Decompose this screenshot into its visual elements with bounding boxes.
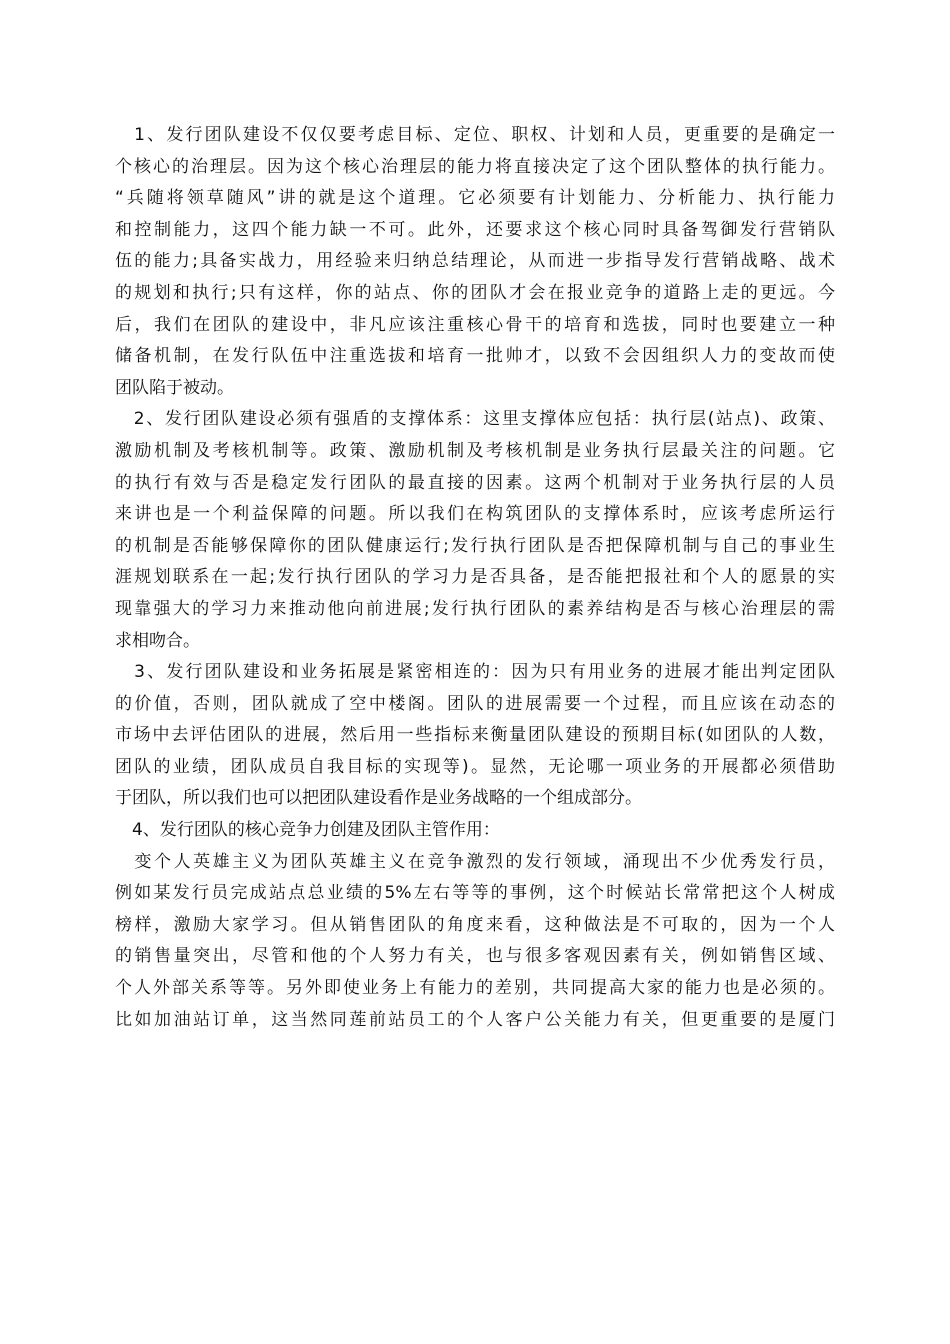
text-line: 2、发行团队建设必须有强盾的支撑体系：这里支撑体应包括：执行层(站点)、政策、 [115, 409, 835, 430]
text-line: 涯规划联系在一起;发行执行团队的学习力是否具备，是否能把报社和个人的愿景的实 [115, 567, 835, 588]
text-line: 3、发行团队建设和业务拓展是紧密相连的：因为只有用业务的进展才能出判定团队 [115, 662, 835, 683]
paragraph [115, 404, 835, 657]
text-line: 变个人英雄主义为团队英雄主义在竞争激烈的发行领域，涌现出不少优秀发行员， [115, 851, 835, 872]
text-line: 比如加油站订单，这当然同莲前站员工的个人客户公关能力有关，但更重要的是厦门 [115, 1009, 835, 1030]
text-line: 的价值，否则，团队就成了空中楼阁。团队的进展需要一个过程，而且应该在动态的 [115, 693, 835, 714]
text-line: 和控制能力，这四个能力缺一不可。此外，还要求这个核心同时具备驾御发行营销队 [115, 219, 835, 240]
text-line: 激励机制及考核机制等。政策、激励机制及考核机制是业务执行层最关注的问题。它 [115, 440, 835, 461]
text-line: 团队的业绩，团队成员自我目标的实现等)。显然，无论哪一项业务的开展都必须借助 [115, 756, 835, 777]
text-line: 个核心的治理层。因为这个核心治理层的能力将直接决定了这个团队整体的执行能力。 [115, 156, 835, 177]
paragraph [115, 815, 835, 847]
text-line: 于团队，所以我们也可以把团队建设看作是业务战略的一个组成部分。 [115, 788, 642, 809]
text-line: 市场中去评估团队的进展，然后用一些指标来衡量团队建设的预期目标(如团队的人数， [115, 725, 835, 746]
text-line: 来讲也是一个利益保障的问题。所以我们在构筑团队的支撑体系时，应该考虑所运行 [115, 504, 835, 525]
paragraph [115, 120, 835, 404]
paragraph [115, 657, 835, 815]
text-line: 4、发行团队的核心竞争力创建及团队主管作用： [115, 820, 500, 841]
text-line: 1、发行团队建设不仅仅要考虑目标、定位、职权、计划和人员，更重要的是确定一 [115, 125, 835, 145]
text-line: 的规划和执行;只有这样，你的站点、你的团队才会在报业竞争的道路上走的更远。今 [115, 282, 835, 303]
paragraph [115, 847, 835, 1037]
document-body [115, 120, 835, 1036]
text-line: 例如某发行员完成站点总业绩的5%左右等等的事例，这个时候站长常常把这个人树成 [115, 883, 835, 904]
text-line: 榜样，激励大家学习。但从销售团队的角度来看，这种做法是不可取的，因为一个人 [115, 914, 835, 935]
text-line: 的执行有效与否是稳定发行团队的最直接的因素。这两个机制对于业务执行层的人员 [115, 472, 835, 493]
text-line: 团队陷于被动。 [115, 377, 234, 398]
text-line: 伍的能力;具备实战力，用经验来归纳总结理论，从而进一步指导发行营销战略、战术 [115, 251, 835, 272]
text-line: 求相吻合。 [115, 630, 200, 651]
text-line: “兵随将领草随风”讲的就是这个道理。它必须要有计划能力、分析能力、执行能力 [115, 188, 835, 209]
text-line: 现靠强大的学习力来推动他向前进展;发行执行团队的素养结构是否与核心治理层的需 [115, 598, 835, 619]
text-line: 个人外部关系等等。另外即使业务上有能力的差别，共同提高大家的能力也是必须的。 [115, 978, 835, 999]
text-line: 的机制是否能够保障你的团队健康运行;发行执行团队是否把保障机制与自己的事业生 [115, 535, 835, 556]
text-line: 的销售量突出，尽管和他的个人努力有关，也与很多客观因素有关，例如销售区域、 [115, 946, 835, 967]
text-line: 储备机制，在发行队伍中注重选拔和培育一批帅才，以致不会因组织人力的变故而使 [115, 346, 835, 367]
text-line: 后，我们在团队的建设中，非凡应该注重核心骨干的培育和选拔，同时也要建立一种 [115, 314, 835, 335]
